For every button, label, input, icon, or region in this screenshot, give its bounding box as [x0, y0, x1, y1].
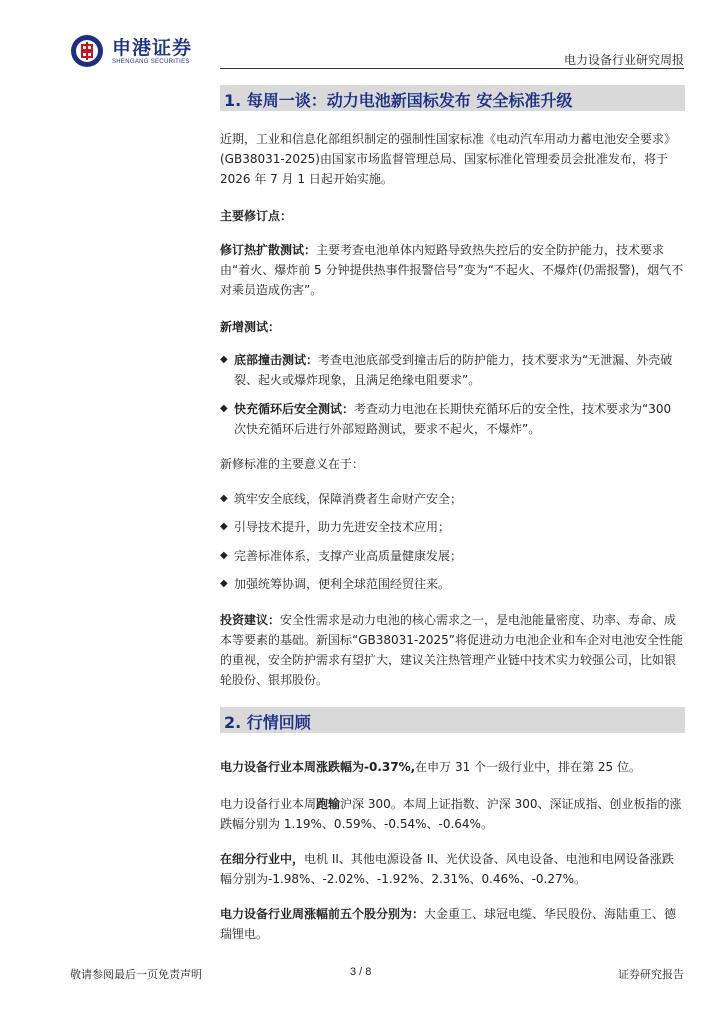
list-item — [220, 350, 685, 390]
body-text: 电力设备行业本周 — [220, 797, 317, 811]
logo-en-text: SHENGANG SECURITIES — [112, 58, 190, 65]
market-paragraph-3 — [220, 849, 685, 889]
main-points-label: 主要修订点： — [220, 209, 293, 223]
diamond-bullet-icon: ◆ — [220, 521, 228, 532]
footer-disclaimer: 敬请参阅最后一页免责声明 — [70, 968, 202, 981]
investment-advice-paragraph — [220, 610, 685, 690]
market-paragraph-4 — [220, 904, 685, 944]
significance-label: 新修标准的主要意义在于： — [220, 457, 365, 471]
section-heading-2 — [220, 707, 685, 733]
header-divider — [220, 68, 684, 69]
list-item — [220, 399, 685, 439]
new-tests-label: 新增测试： — [220, 320, 281, 334]
test-label: 底部撞击测试： — [234, 353, 319, 367]
section-heading-1 — [220, 85, 685, 111]
significance-text: 筑牢安全底线，保障消费者生命财产安全； — [234, 492, 463, 506]
intro-paragraph: 近期，工业和信息化部组织制定的强制性国家标准《电动汽车用动力蓄电池安全要求》(GB38031-2025)由国家市场监督管理总局、国家标准化管理委员会批准发布，将于 2026 年 7 月 1 日起开始实施。 — [220, 132, 677, 186]
diamond-bullet-icon: ◆ — [220, 403, 228, 414]
diamond-bullet-icon: ◆ — [220, 354, 228, 365]
significance-text: 完善标准体系，支撑产业高质量健康发展； — [234, 549, 463, 563]
revision-paragraph — [220, 240, 685, 300]
section-title: 1. 每周一谈：动力电池新国标发布 安全标准升级 — [224, 91, 573, 110]
test-text: 考查电池底部受到撞击后的防护能力，技术要求为“无泄漏、外壳破裂、起火或爆炸现象，且满足绝缘电阻要求”。 — [234, 353, 673, 387]
report-title: 电力设备行业研究周报 — [563, 53, 684, 67]
significance-text: 加强统筹协调，便利全球范围经贸往来。 — [234, 577, 451, 591]
test-text: 考查动力电池在长期快充循环后的安全性，技术要求为“300 次快充循环后进行外部短路测试，要求不起火，不爆炸”。 — [234, 402, 672, 436]
market-paragraph-1 — [220, 757, 685, 777]
test-label: 快充循环后安全测试： — [234, 402, 355, 416]
footer-doc-type: 证券研究报告 — [618, 968, 684, 981]
list-item — [220, 546, 685, 566]
bold-text: 电力设备行业本周涨跌幅为-0.37%, — [220, 760, 416, 774]
page-number: 3 / 8 — [350, 966, 372, 978]
diamond-bullet-icon: ◆ — [220, 578, 228, 589]
market-paragraph-2 — [220, 794, 685, 834]
diamond-bullet-icon: ◆ — [220, 493, 228, 504]
list-item — [220, 517, 685, 537]
bold-text: 电力设备行业周涨幅前五个股分别为： — [220, 907, 425, 921]
advice-text: 安全性需求是动力电池的核心需求之一，是电池能量密度、功率、寿命、成本等要素的基础。新国标“GB38031-2025”将促进动力电池企业和车企对电池安全性能的重视，安全防护需求有望扩大，建议关注热管理产业链中技术实力较强公司，比如银轮股份、银邦股份。 — [220, 613, 684, 687]
list-item — [220, 489, 685, 509]
bold-text: 跑输 — [316, 797, 341, 811]
body-text: 电机 II、其他电源设备 II、光伏设备、风电设备、电池和电网设备涨跌幅分别为-1.98%、-2.02%、-1.92%、2.31%、0.46%、-0.27%。 — [220, 852, 674, 886]
logo-cn-text: 申港证券 — [112, 36, 193, 59]
body-text: 大金重工、球冠电缆、华民股份、海陆重工、德瑞锂电。 — [220, 907, 677, 941]
section-title: 2. 行情回顾 — [224, 713, 311, 732]
bold-text: 在细分行业中， — [220, 852, 305, 866]
body-text: 沪深 300。本周上证指数、沪深 300、深证成指、创业板指的涨跌幅分别为 1.19%、0.59%、-0.54%、-0.64%。 — [220, 797, 682, 831]
revision-text: 主要考查电池单体内短路导致热失控后的安全防护能力，技术要求由“着火、爆炸前 5 分钟提供热事件报警信号”变为“不起火、不爆炸(仍需报警)，烟气不对乘员造成伤害”。 — [220, 243, 684, 297]
diamond-bullet-icon: ◆ — [220, 550, 228, 561]
page-header — [0, 0, 724, 72]
company-logo — [70, 34, 192, 68]
shengang-logo-icon — [70, 34, 104, 68]
revision-label: 修订热扩散测试： — [220, 243, 317, 257]
list-item — [220, 574, 685, 594]
significance-text: 引导技术提升，助力先进安全技术应用； — [234, 520, 451, 534]
advice-label: 投资建议： — [220, 613, 281, 627]
body-text: 在申万 31 个一级行业中，排在第 25 位。 — [415, 760, 641, 774]
